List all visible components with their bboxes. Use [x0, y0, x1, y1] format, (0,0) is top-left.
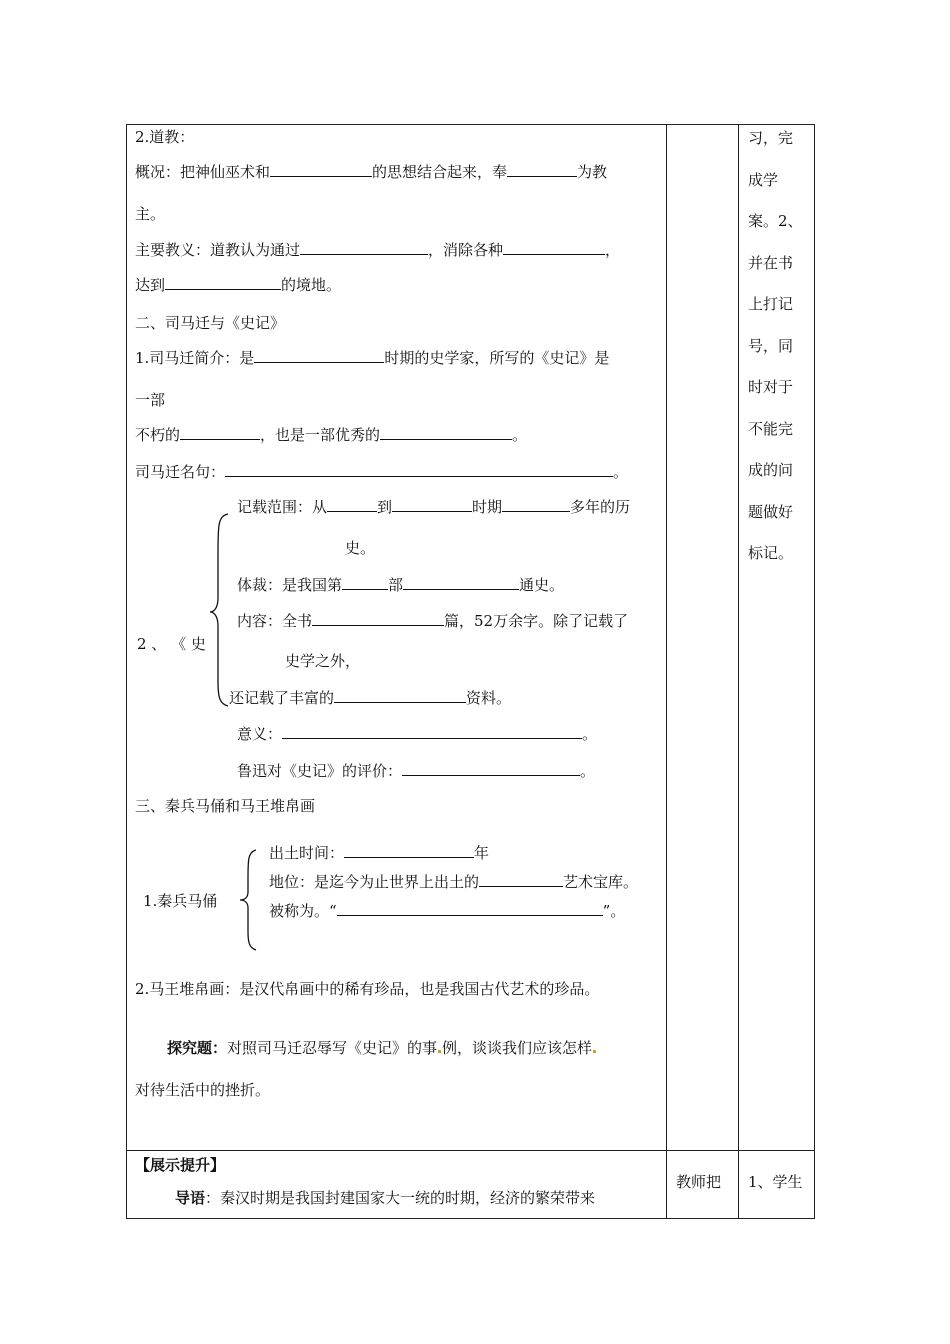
fill-blank[interactable] [337, 901, 603, 916]
terracotta-label: 1.秦兵马俑 [143, 892, 218, 910]
fill-blank[interactable] [402, 761, 580, 776]
note-line: 并在书 [748, 253, 794, 272]
fill-blank[interactable] [334, 688, 466, 703]
terracotta-brace [238, 848, 260, 952]
note-line: 标记。 [748, 544, 794, 562]
explore-cont: 对待生活中的挫折。 [135, 1081, 271, 1099]
fill-blank[interactable] [342, 575, 388, 590]
note-line: 成学 [748, 170, 779, 189]
note-line: 不能完 [748, 419, 794, 438]
guide-line: 导语：秦汉时期是我国封建国家大一统的时期，经济的繁荣带来 [175, 1189, 596, 1207]
note-line: 成的问 [748, 461, 794, 479]
unearthed-line: 出土时间： 年 [269, 844, 490, 862]
status-line: 地位：是迄今为止世界上出土的 艺术宝库。 [269, 873, 639, 891]
table-col-divider-1 [666, 124, 667, 1219]
student-cell: 1、学生 [748, 1173, 803, 1191]
fill-blank[interactable] [380, 425, 512, 440]
fill-blank[interactable] [502, 497, 570, 512]
content-line: 内容：全书 篇，52万余字。除了记载了 [237, 612, 629, 630]
fill-blank[interactable] [503, 240, 605, 255]
section-3-title: 三、秦兵马俑和马王堆帛画 [135, 797, 316, 815]
called-line: 被称为。“ ”。 [269, 902, 626, 920]
note-line: 时对于 [748, 378, 794, 396]
fill-blank[interactable] [165, 275, 281, 290]
note-line: 习，完 [748, 129, 794, 147]
scope-line: 记载范围：从 到 时期 多年的历 [237, 498, 631, 516]
taoism-teaching-line: 主要教义：道教认为通过 ，消除各种 ， [135, 241, 621, 259]
explore-line: 探究题：对照司马迁忍辱写《史记》的事 例，谈谈我们应该怎样 [167, 1038, 596, 1058]
significance-line: 意义： 。 [237, 725, 598, 743]
content-cont: 史学之外， [285, 652, 361, 670]
fill-blank[interactable] [507, 162, 577, 177]
fill-blank[interactable] [403, 575, 519, 590]
fill-blank[interactable] [254, 348, 384, 363]
teacher-cell: 教师把 [676, 1173, 722, 1191]
fill-blank[interactable] [282, 724, 582, 739]
table-row-divider [126, 1150, 815, 1151]
mark-dot [438, 1050, 441, 1053]
famous-quote-line: 司马迁名句： 。 [135, 463, 629, 481]
showcase-title: 【展示提升】 [135, 1156, 226, 1174]
table-bottom-border [126, 1218, 815, 1219]
fill-blank[interactable] [270, 162, 372, 177]
taoism-overview-line: 概况：把神仙巫术和 的思想结合起来，奉 为教 [135, 163, 608, 181]
fill-blank[interactable] [225, 462, 613, 477]
note-line: 上打记 [748, 295, 794, 313]
simaqian-intro-cont: 一部 [135, 391, 166, 409]
taoism-reach-line: 达到 的境地。 [135, 276, 342, 294]
taoism-overview-cont: 主。 [135, 205, 166, 223]
fill-blank[interactable] [300, 240, 428, 255]
fill-blank[interactable] [344, 843, 474, 858]
table-top-border [126, 124, 815, 125]
note-line: 案。2、 [748, 212, 803, 230]
fill-blank[interactable] [312, 611, 444, 626]
shiji-label: 2 、 《 史 [137, 635, 206, 653]
genre-line: 体裁：是我国第 部 通史。 [237, 576, 565, 594]
content-rich-line: 还记载了丰富的 资料。 [229, 689, 512, 707]
section-2-title: 二、司马迁与《史记》 [135, 314, 286, 332]
mark-dot [593, 1050, 596, 1053]
fill-blank[interactable] [392, 497, 472, 512]
note-line: 题做好 [748, 502, 794, 521]
shiji-brace [208, 512, 232, 708]
scope-cont: 史。 [345, 539, 376, 557]
note-line: 号，同 [748, 336, 794, 355]
simaqian-intro-line: 1.司马迁简介：是 时期的史学家，所写的《史记》是 [135, 349, 610, 367]
table-left-border [126, 124, 127, 1219]
table-col-divider-2 [738, 124, 739, 1219]
mawangdui-line: 2.马王堆帛画：是汉代帛画中的稀有珍品，也是我国古代艺术的珍品。 [135, 980, 600, 998]
fill-blank[interactable] [479, 872, 563, 887]
fill-blank[interactable] [327, 497, 377, 512]
immortal-line: 不朽的 ，也是一部优秀的 。 [135, 426, 528, 444]
student-notes [748, 118, 828, 575]
luxun-line: 鲁迅对《史记》的评价： 。 [237, 762, 596, 780]
taoism-heading: 2.道教： [135, 128, 195, 146]
fill-blank[interactable] [180, 425, 260, 440]
